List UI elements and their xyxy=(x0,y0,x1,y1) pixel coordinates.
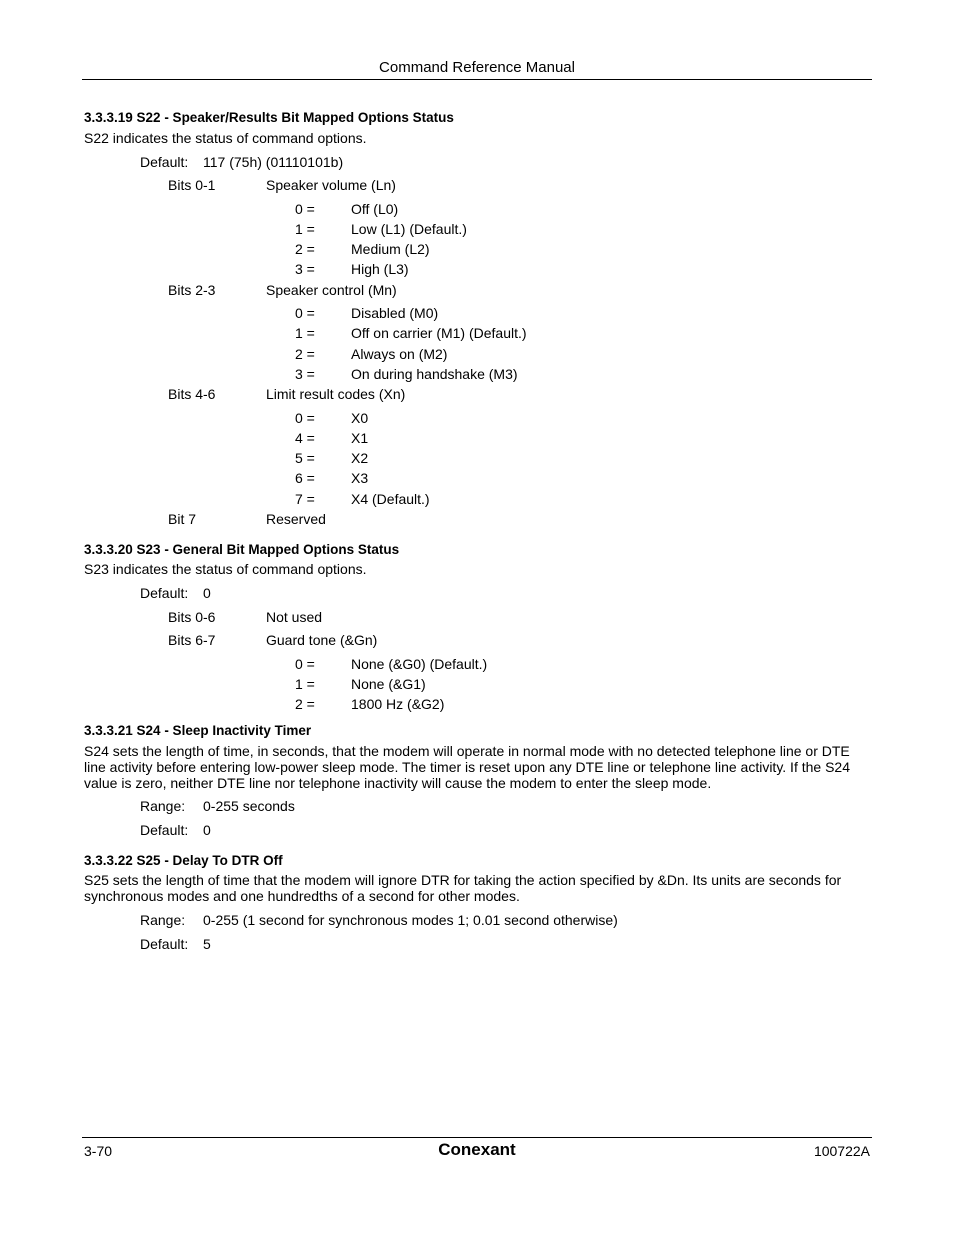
value-meaning: X0 xyxy=(351,410,369,426)
section-body-s24: S24 sets the length of time, in seconds, that the modem will operate in normal mode with no detected telephone line or DTE line activity before entering low-power sleep mode. The timer is reset upon any DTE line or telephone line activity. If the S24 value is zero, neither DTE line nor telephone inactivity will cause the modem to enter the sleep mode. xyxy=(84,743,850,791)
bits-description: Limit result codes (Xn) xyxy=(266,386,406,402)
bits-label: Bits 4-6 xyxy=(168,386,216,402)
value-meaning: X2 xyxy=(351,450,369,466)
document-number: 100722A xyxy=(813,1143,870,1159)
default-label: Default: xyxy=(140,585,189,601)
value-meaning: Off (L0) xyxy=(351,201,399,217)
value-meaning: X1 xyxy=(351,430,369,446)
bits-label: Bits 2-3 xyxy=(168,282,216,298)
range-value: 0-255 seconds xyxy=(203,798,295,814)
bits-label: Bits 6-7 xyxy=(168,632,216,648)
value-code: 1 = xyxy=(295,676,315,692)
value-meaning: Low (L1) (Default.) xyxy=(351,221,467,237)
default-value: 0 xyxy=(203,585,211,601)
value-code: 6 = xyxy=(295,470,315,486)
value-code: 7 = xyxy=(295,491,315,507)
range-label: Range: xyxy=(140,798,186,814)
bits-description: Speaker volume (Ln) xyxy=(266,177,396,193)
default-value: 5 xyxy=(203,936,211,952)
section-heading-s22: 3.3.3.19 S22 - Speaker/Results Bit Mapped Options Status xyxy=(84,110,454,125)
value-meaning: Disabled (M0) xyxy=(351,305,439,321)
bits-label: Bits 0-1 xyxy=(168,177,216,193)
value-code: 0 = xyxy=(295,656,315,672)
value-code: 0 = xyxy=(295,201,315,217)
default-label: Default: xyxy=(140,154,189,170)
value-code: 2 = xyxy=(295,241,315,257)
value-meaning: X4 (Default.) xyxy=(351,491,430,507)
footer-brand: Conexant xyxy=(438,1140,516,1159)
running-header: Command Reference Manual xyxy=(379,59,575,76)
value-code: 1 = xyxy=(295,221,315,237)
value-meaning: On during handshake (M3) xyxy=(351,366,518,382)
bits-description: Reserved xyxy=(266,511,326,527)
value-code: 3 = xyxy=(295,261,315,277)
page-number: 3-70 xyxy=(84,1143,113,1159)
value-code: 0 = xyxy=(295,305,315,321)
default-label: Default: xyxy=(140,822,189,838)
bits-label: Bit 7 xyxy=(168,511,197,527)
section-heading-s23: 3.3.3.20 S23 - General Bit Mapped Options Status xyxy=(84,542,400,557)
value-meaning: 1800 Hz (&G2) xyxy=(351,696,445,712)
value-meaning: X3 xyxy=(351,470,369,486)
range-label: Range: xyxy=(140,912,186,928)
range-value: 0-255 (1 second for synchronous modes 1; 0.01 second otherwise) xyxy=(203,912,618,928)
bits-description: Speaker control (Mn) xyxy=(266,282,397,298)
bits-label: Bits 0-6 xyxy=(168,609,216,625)
value-meaning: None (&G0) (Default.) xyxy=(351,656,488,672)
default-label: Default: xyxy=(140,936,189,952)
value-code: 5 = xyxy=(295,450,315,466)
value-meaning: Medium (L2) xyxy=(351,241,430,257)
section-intro-s22: S22 indicates the status of command options. xyxy=(84,130,367,146)
section-heading-s24: 3.3.3.21 S24 - Sleep Inactivity Timer xyxy=(84,723,312,738)
value-code: 2 = xyxy=(295,696,315,712)
value-meaning: High (L3) xyxy=(351,261,409,277)
bits-description: Not used xyxy=(266,609,323,625)
bits-description: Guard tone (&Gn) xyxy=(266,632,378,648)
default-value: 0 xyxy=(203,822,211,838)
section-body-s25: S25 sets the length of time that the modem will ignore DTR for taking the action specified by &Dn. Its units are seconds for synchronous modes and one hundredths of a second for other modes. xyxy=(84,872,842,904)
value-code: 1 = xyxy=(295,325,315,341)
value-meaning: None (&G1) xyxy=(351,676,426,692)
default-value: 117 (75h) (01110101b) xyxy=(203,154,344,170)
value-meaning: Off on carrier (M1) (Default.) xyxy=(351,325,527,341)
section-intro-s23: S23 indicates the status of command options. xyxy=(84,561,367,577)
section-heading-s25: 3.3.3.22 S25 - Delay To DTR Off xyxy=(84,853,283,868)
value-code: 3 = xyxy=(295,366,315,382)
header-rule xyxy=(82,79,872,80)
value-code: 2 = xyxy=(295,346,315,362)
value-code: 0 = xyxy=(295,410,315,426)
footer-rule xyxy=(82,1137,872,1138)
value-code: 4 = xyxy=(295,430,315,446)
value-meaning: Always on (M2) xyxy=(351,346,448,362)
